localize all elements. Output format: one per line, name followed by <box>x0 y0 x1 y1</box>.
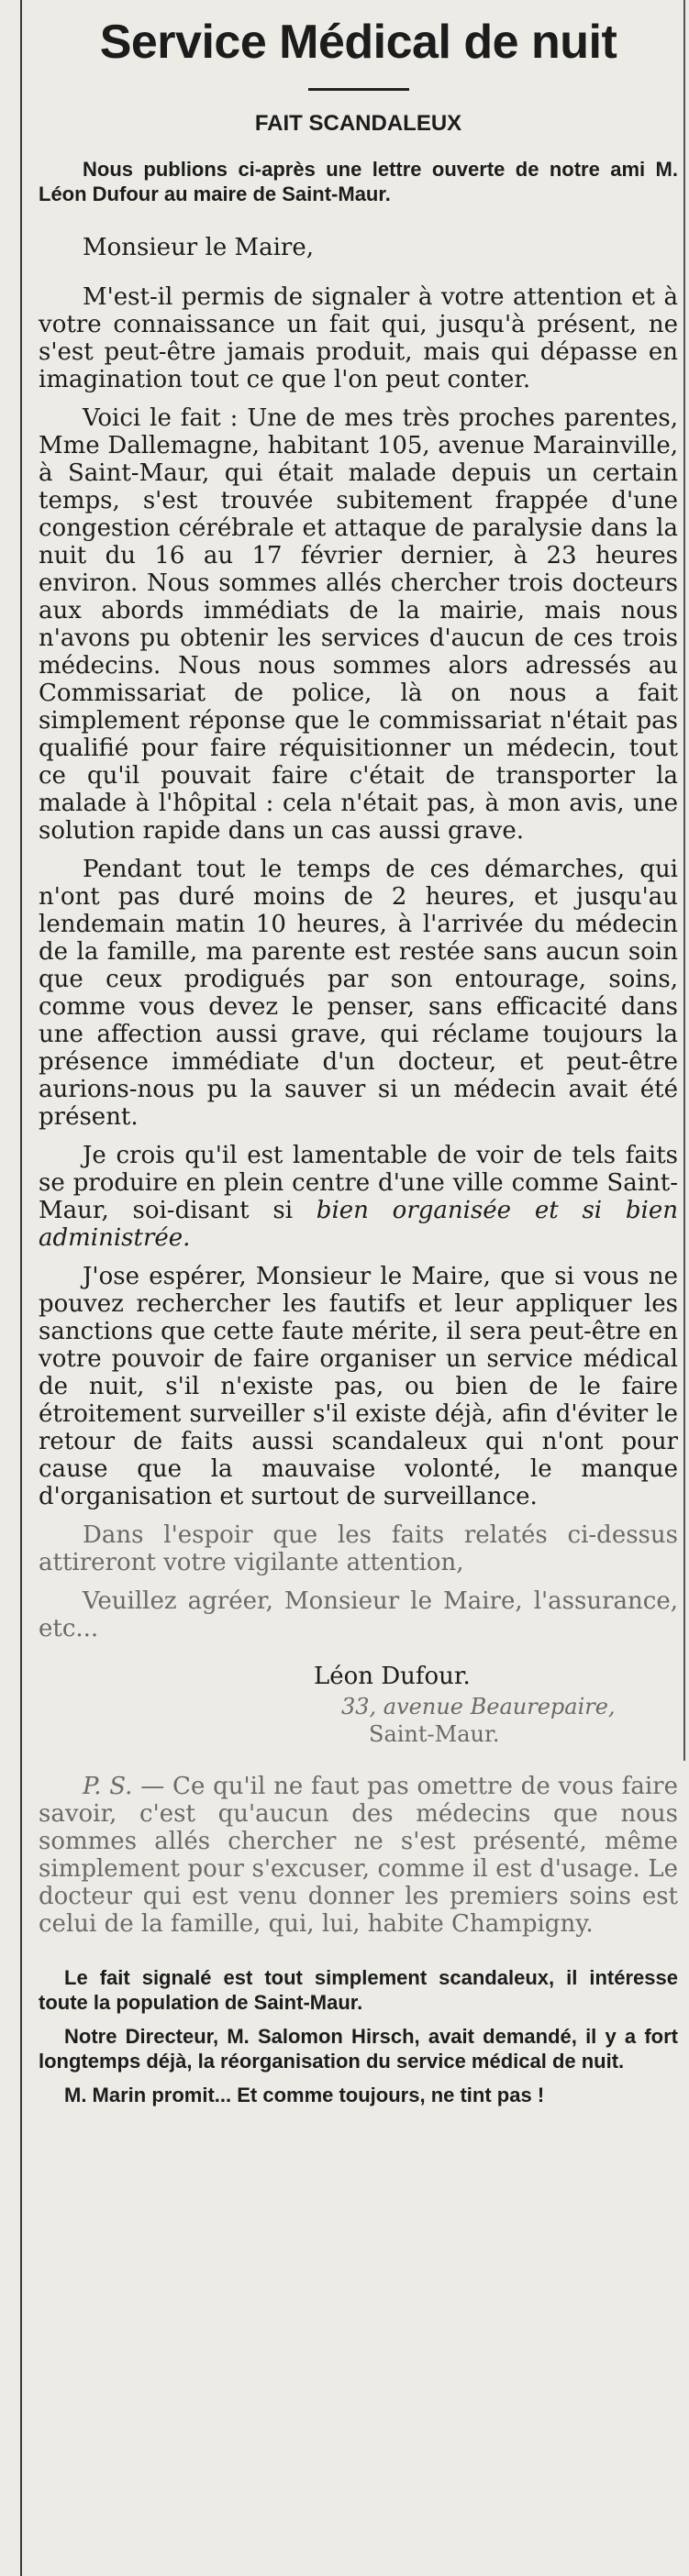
article-column <box>39 0 678 2117</box>
letter-paragraph-2: Voici le fait : Une de mes très proches parentes, Mme Dallemagne, habitant 105, avenue Marainville, à Saint-Maur, qui était malade depuis un certain temps, s'est trouvée subitement frappée d'une congestion cérébrale et attaque de paralysie dans la nuit du 16 au 17 février dernier, à 23 heures environ. Nous sommes allés chercher trois docteurs aux abords immédiats de la mairie, mais nous n'avons pu obtenir les services d'aucun de ces trois médecins. Nous nous sommes alors adressés au Commissariat de police, là on nous a fait simplement réponse que le commissariat n'était pas qualifié pour faire réquisitionner un médecin, tout ce qu'il pouvait faire c'était de transporter la malade à l'hôpital : cela n'était pas, à mon avis, une solution rapide dans un cas aussi grave. <box>39 404 678 845</box>
subhead: FAIT SCANDALEUX <box>254 111 462 136</box>
editor-note-1: Le fait signalé est tout simplement scandaleux, il intéresse toute la population de Saint-Maur. <box>39 1966 678 2014</box>
letter-paragraph-6: Dans l'espoir que les faits relatés ci-dessus attireront votre vigilante attention, <box>39 1521 678 1576</box>
letter-paragraph-3: Pendant tout le temps de ces démarches, qui n'ont pas duré moins de 2 heures, et jusqu'au lendemain matin 10 heures, à l'arrivée du médecin de la famille, ma parente est restée sans aucun soin que ceux prodigués par son entourage, soins, comme vous devez le penser, sans efficacité dans une affection aussi grave, qui réclame toujours la présence immédiate d'un docteur, et peut-être aurions-nous pu la sauver si un médecin avait été présent. <box>39 856 678 1131</box>
postscript-text: — Ce qu'il ne faut pas omettre de vous faire savoir, c'est qu'aucun des médecins que nous sommes allés chercher ne s'est présenté, même simplement pour s'excuser, comme il est d'usage. Le docteur qui est venu donner les premiers soins est celui de la famille, qui, lui, habite Champigny. <box>39 1773 679 1938</box>
letter-paragraph-7: Veuillez agréer, Monsieur le Maire, l'assurance, etc... <box>39 1587 678 1642</box>
intro-paragraph: Nous publions ci-après une lettre ouverte de notre ami M. Léon Dufour au maire de Saint-Maur. <box>39 158 678 205</box>
editor-note-2: Notre Directeur, M. Salomon Hirsch, avait demandé, il y a fort longtemps déjà, la réorganisation du service médical de nuit. <box>39 2025 678 2073</box>
postscript <box>39 1773 678 1938</box>
column-rule-right <box>683 0 685 1761</box>
letter-paragraph-5: J'ose espérer, Monsieur le Maire, que si vous ne pouvez rechercher les fautifs et leur appliquer les sanctions que cette faute mérite, il sera peut-être en votre pouvoir de faire organiser un service médical de nuit, s'il n'existe pas, ou bien de le faire étroitement surveiller s'il existe déjà, afin d'éviter le retour de faits aussi scandaleux qui n'ont pour cause que la mauvaise volonté, le manque d'organisation et surtout de surveillance. <box>39 1263 678 1510</box>
salutation: Monsieur le Maire, <box>83 234 314 261</box>
headline: Service Médical de nuit <box>99 16 617 69</box>
postscript-label: P. S. <box>83 1773 133 1800</box>
letter-paragraph-4 <box>39 1142 678 1252</box>
signature-city: Saint-Maur. <box>369 1721 500 1747</box>
column-rule-left <box>20 0 22 2576</box>
signature-address: 33, avenue Beaurepaire, <box>341 1694 616 1719</box>
letter-paragraph-1: M'est-il permis de signaler à votre attention et à votre connaissance un fait qui, jusqu'à présent, ne s'est peut-être jamais produit, mais qui dépasse en imagination tout ce que l'on peut conter. <box>39 283 678 393</box>
editor-note-3: M. Marin promit... Et comme toujours, ne tint pas ! <box>64 2084 545 2106</box>
letter-paragraph-4-text: Je crois qu'il est lamentable de voir de tels faits se produire en plein centre d'une ville comme Saint-Maur, soi-disant si <box>39 1142 678 1224</box>
letter-paragraph-4-emphasis: bien organisée et si bien administrée. <box>39 1197 678 1252</box>
signature-name: Léon Dufour. <box>314 1663 471 1690</box>
headline-divider <box>308 88 409 91</box>
